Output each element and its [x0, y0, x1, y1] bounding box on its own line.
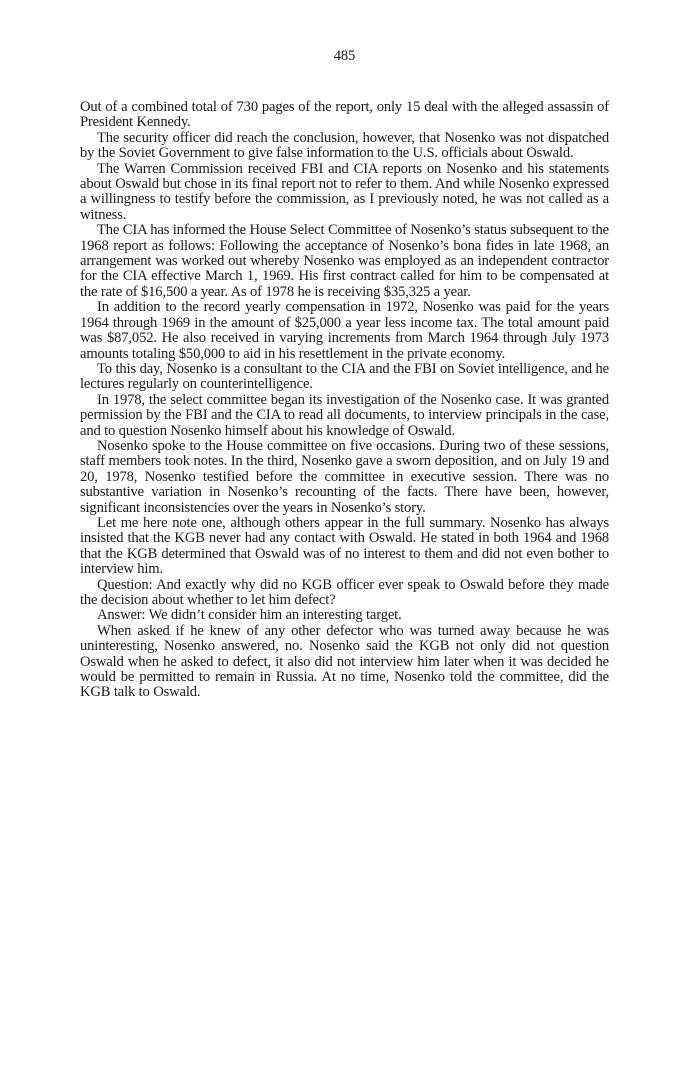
paragraph: In 1978, the select committee began its investigation of the Nosenko case. It was granted permission by the FBI and the CIA to read all documents, to interview principals in the case, and to question Nosenko himself about his knowledge of Oswald.: [80, 391, 609, 439]
paragraph: The security officer did reach the conclusion, however, that Nosenko was not dispatched by the Soviet Government to give false information to the U.S. officials about Oswald.: [80, 129, 609, 162]
paragraph: In addition to the record yearly compensation in 1972, Nosenko was paid for the years 1964 through 1969 in the amount of $25,000 a year less income tax. The total amount paid was $87,052. He also received in varying increments from March 1964 through July 1973 amounts totaling $50,000 to aid in his resettlement in the private economy.: [80, 299, 609, 362]
paragraph: Let me here note one, although others appear in the full summary. Nosenko has always insisted that the KGB never had any contact with Oswald. He stated in both 1964 and 1968 that the KGB determined that Oswald was of no interest to them and did not even bother to interview him.: [80, 514, 609, 578]
paragraph: When asked if he knew of any other defector who was turned away because he was uninteresting, Nosenko answered, no. Nosenko said the KGB not only did not question Oswald when he asked to defect, it also did not interview him later when it was decided he would be permitted to remain in Russia. At no time, Nosenko told the committee, did the KGB talk to Oswald.: [80, 622, 609, 701]
paragraph: To this day, Nosenko is a consultant to the CIA and the FBI on Soviet intelligence, and he lectures regularly on counterintelligence.: [80, 360, 609, 393]
paragraph: The CIA has informed the House Select Committee of Nosenko’s status subsequent to the 1968 report as follows: Following the acceptance of Nosenko’s bona fides in late 1968, an arrangement was worked out whereby Nosenko was employed as an independent contractor for the CIA effective March 1, 1969. His first contract called for him to be compensated at the rate of $16,500 a year. As of 1978 he is receiving $35,325 a year.: [80, 222, 609, 300]
paragraph: Out of a combined total of 730 pages of the report, only 15 deal with the alleged assassin of President Kennedy.: [80, 99, 609, 131]
document-page: [80, 48, 609, 701]
page-number: 485: [333, 48, 356, 64]
paragraph-question: Question: And exactly why did no KGB officer ever speak to Oswald before they made the decision about whether to let him defect?: [80, 576, 609, 608]
paragraph: The Warren Commission received FBI and CIA reports on Nosenko and his statements about Oswald but chose in its final report not to refer to them. And while Nosenko expressed a willingness to testify before the commission, as I previously noted, he was not called as a witness.: [80, 160, 609, 223]
paragraph-answer: Answer: We didn’t consider him an interesting target.: [97, 607, 402, 624]
paragraph: Nosenko spoke to the House committee on five occasions. During two of these sessions, staff members took notes. In the third, Nosenko gave a sworn deposition, and on July 19 and 20, 1978, Nosenko testified before the committee in executive session. There was no substantive variation in Nosenko’s recounting of the facts. There have been, however, significant inconsistencies over the years in Nosenko’s story.: [80, 437, 609, 516]
